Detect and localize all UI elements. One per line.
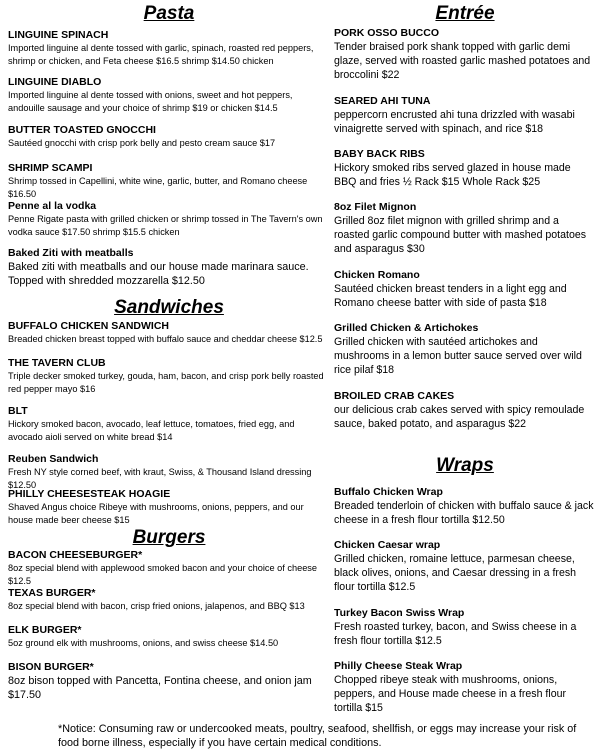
menu-item-desc: 5oz ground elk with mushrooms, onions, and swiss cheese $14.50 (8, 638, 279, 648)
menu-item (8, 488, 330, 526)
menu-item-desc: our delicious crab cakes served with spicy remoulade sauce, baked potato, and asparagus $22 (334, 404, 585, 430)
menu-item-name: SHRIMP SCAMPI (8, 162, 93, 174)
menu-item-desc: 8oz special blend with applewood smoked bacon and your choice of cheese $12.5 (8, 563, 318, 586)
menu-item (8, 453, 330, 491)
menu-item-desc: Baked ziti with meatballs and our house made marinara sauce. Topped with shredded mozzarella $12.50 (8, 261, 309, 287)
menu-item-name: Penne al la vodka (8, 200, 97, 212)
sandwiches-heading: Sandwiches (114, 297, 224, 318)
menu-item-name: TEXAS BURGER* (8, 587, 96, 599)
menu-item (8, 320, 330, 346)
menu-item (8, 549, 330, 587)
menu-item-desc: 8oz bison topped with Pancetta, Fontina cheese, and onion jam $17.50 (8, 675, 312, 701)
menu-item-name: Grilled Chicken & Artichokes (334, 322, 479, 334)
menu-item (8, 247, 330, 288)
menu-item-desc: Grilled chicken, romaine lettuce, parmesan cheese, black olives, onions, and Caesar dressing in a fresh flour tortilla $12.5 (334, 553, 577, 593)
menu-item (8, 76, 330, 114)
menu-item-desc: Tender braised pork shank topped with garlic demi glaze, served with roasted garlic mashed potatoes and broccolini $22 (334, 41, 591, 81)
menu-item (334, 148, 596, 189)
menu-item-name: BROILED CRAB CAKES (334, 390, 455, 402)
menu-item (334, 322, 596, 377)
menu-item (8, 162, 330, 200)
menu-item (8, 200, 330, 238)
menu-item-name: Philly Cheese Steak Wrap (334, 660, 463, 672)
menu-item-name: BUTTER TOASTED GNOCCHI (8, 124, 156, 136)
menu-item-name: 8oz Filet Mignon (334, 201, 417, 213)
menu-item (334, 607, 596, 648)
pasta-heading: Pasta (143, 3, 195, 24)
menu-item-name: Chicken Caesar wrap (334, 539, 441, 551)
menu-item-desc: Triple decker smoked turkey, gouda, ham, bacon, and crisp pork belly roasted red pepper mayo $16 (8, 371, 324, 394)
menu-item (334, 95, 596, 136)
menu-item-desc: Breaded tenderloin of chicken with buffalo sauce & jack cheese in a fresh flour tortilla $12.50 (334, 500, 594, 526)
menu-item-name: Turkey Bacon Swiss Wrap (334, 607, 465, 619)
menu-item-desc: Fresh NY style corned beef, with kraut, Swiss, & Thousand Island dressing $12.50 (8, 467, 312, 490)
menu-item-name: Buffalo Chicken Wrap (334, 486, 443, 498)
menu-item-desc: Chopped ribeye steak with mushrooms, onions, peppers, and House made cheese in a fresh flour tortilla $15 (334, 674, 567, 714)
menu-item (8, 124, 330, 150)
health-notice: *Notice: Consuming raw or undercooked meats, poultry, seafood, shellfish, or eggs may increase your risk of food borne illness, especially if you have certain medical conditions. (58, 723, 577, 749)
menu-item-desc: Breaded chicken breast topped with buffalo sauce and cheddar cheese $12.5 (8, 334, 323, 344)
menu-item-name: LINGUINE SPINACH (8, 29, 109, 41)
menu-item (8, 587, 330, 613)
menu-item-desc: Shaved Angus choice Ribeye with mushrooms, onions, peppers, and our house made beer cheese $15 (8, 502, 304, 525)
menu-item (8, 357, 330, 395)
wraps-heading: Wraps (436, 455, 494, 476)
menu-item-name: BABY BACK RIBS (334, 148, 425, 160)
menu-item-desc: peppercorn encrusted ahi tuna drizzled with wasabi vinaigrette served with spinach, and rice $18 (334, 109, 575, 135)
menu-item (8, 661, 330, 702)
menu-item-name: BLT (8, 405, 28, 417)
menu-item-desc: Shrimp tossed in Capellini, white wine, garlic, butter, and Romano cheese $16.50 (8, 176, 308, 199)
menu-item-name: BUFFALO CHICKEN SANDWICH (8, 320, 169, 332)
menu-item-desc: Imported linguine al dente tossed with garlic, spinach, roasted red peppers, shrimp or chicken, and Feta cheese $16.5 shrimp $14.50 chicken (8, 43, 314, 66)
menu-item-desc: Penne Rigate pasta with grilled chicken or shrimp tossed in The Tavern's own vodka sauce $17.50 shrimp $15.5 chicken (8, 214, 323, 237)
menu-item (8, 624, 330, 650)
menu-item-desc: Imported linguine al dente tossed with onions, sweet and hot peppers, andouille sausage and your choice of shrimp $19 or chicken $14.5 (8, 90, 293, 113)
menu-item (334, 486, 596, 527)
menu-item-name: PORK OSSO BUCCO (334, 27, 440, 39)
menu-item-name: BACON CHEESEBURGER* (8, 549, 143, 561)
menu-item-name: Baked Ziti with meatballs (8, 247, 134, 259)
entree-heading: Entrée (435, 3, 495, 24)
menu-item (334, 269, 596, 310)
menu-item-desc: Grilled 8oz filet mignon with grilled shrimp and a roasted garlic compound butter with mashed potatoes and asparagus $30 (334, 215, 587, 255)
menu-item-name: ELK BURGER* (8, 624, 82, 636)
menu-item-name: SEARED AHI TUNA (334, 95, 431, 107)
menu-item-name: Reuben Sandwich (8, 453, 99, 465)
menu-item-desc: Fresh roasted turkey, bacon, and Swiss cheese in a fresh flour tortilla $12.5 (334, 621, 577, 647)
menu-item-desc: Hickory smoked ribs served glazed in house made BBQ and fries ½ Rack $15 Whole Rack $25 (334, 162, 571, 188)
menu-item (334, 27, 596, 82)
menu-item-desc: Hickory smoked bacon, avocado, leaf lettuce, tomatoes, fried egg, and avocado aioli served on white bread $14 (8, 419, 295, 442)
menu-item-name: BISON BURGER* (8, 661, 94, 673)
menu-item-desc: Sautéed chicken breast tenders in a light egg and Romano cheese batter with side of pasta $18 (334, 283, 567, 309)
menu-item-desc: 8oz special blend with bacon, crisp fried onions, jalapenos, and BBQ $13 (8, 601, 305, 611)
burgers-heading: Burgers (132, 527, 206, 548)
menu-item-desc: Sautéed gnocchi with crisp pork belly and pesto cream sauce $17 (8, 138, 276, 148)
menu-item-name: Chicken Romano (334, 269, 420, 281)
menu-item (334, 660, 596, 715)
menu-item-desc: Grilled chicken with sautéed artichokes and mushrooms in a lemon butter sauce served over wild rice pilaf $18 (334, 336, 582, 376)
menu-item-name: PHILLY CHEESESTEAK HOAGIE (8, 488, 171, 500)
menu-item (8, 29, 330, 67)
menu-item-name: LINGUINE DIABLO (8, 76, 102, 88)
menu-item (334, 390, 596, 431)
menu-item (334, 201, 596, 256)
menu-item-name: THE TAVERN CLUB (8, 357, 106, 369)
menu-item (334, 539, 596, 594)
menu-item (8, 405, 330, 443)
